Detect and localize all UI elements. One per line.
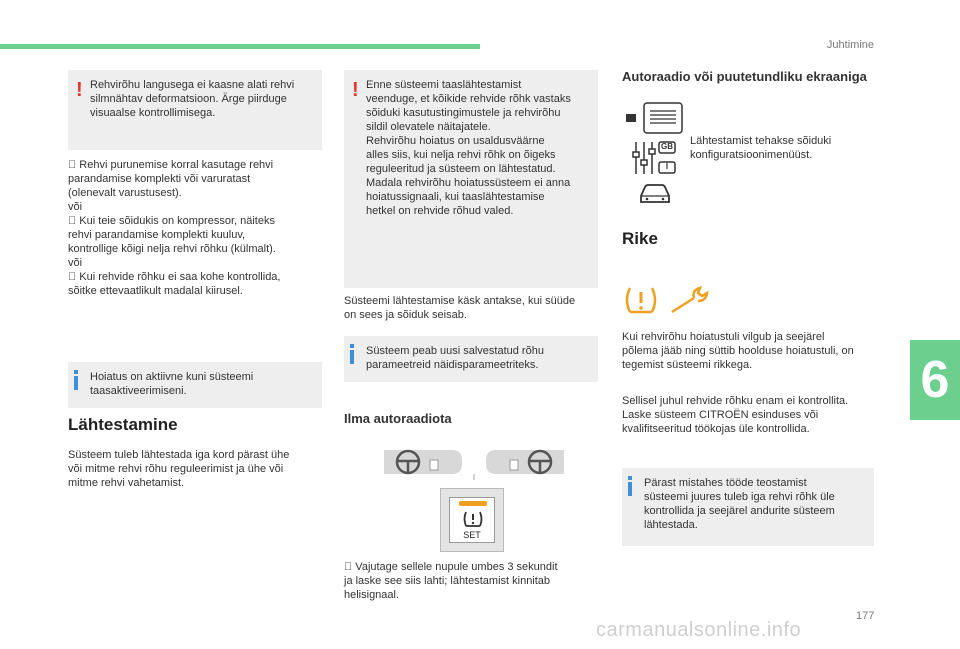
info-icon [350, 344, 354, 364]
warning-text-2: Enne süsteemi taaslähtestamist veenduge, et kõikide rehvide rõhk vastaks sõiduki kasutustingimustele ja rehvirõhu sildil olevatele näitajatele. Rehvirõhu hoiatus on usaldusväärne alles siis, kui nelja rehvi rõhk on õigeks reguleeritud ja süsteem on lähtestatud. Madala rehvirõhu hoiatussüsteem ei anna hoiatussignaali, kui taaslähtestamise hetkel on rehvide rõhud valed. [366, 79, 571, 217]
warning-text-1: Rehvirõhu langusega ei kaasne alati rehvi silmnähtav deformatsioon. Ärge piirduge visuaalse kontrollimisega. [90, 79, 295, 119]
set-indicator-light [459, 501, 487, 506]
warning-box-2 [344, 70, 598, 288]
reset-paragraph: Süsteem tuleb lähtestada iga kord pärast ühe või mitme rehvi rõhu reguleerimist ja ühe või mitme rehvi vahetamist. [68, 449, 290, 489]
chapter-tab [910, 340, 960, 420]
fault-warning-icons [622, 284, 712, 318]
heading-fault: Rike [622, 229, 658, 248]
heading-reset: Lähtestamine [68, 415, 178, 434]
warning-box-1 [68, 70, 322, 150]
header-accent-bar [0, 44, 480, 49]
service-wrench-icon [672, 288, 707, 312]
reset-command-paragraph: Süsteemi lähtestamise käsk antakse, kui süüde on sees ja sõiduk seisab. [344, 295, 576, 321]
lhd-dashboard-shape [384, 450, 462, 474]
set-button-panel [440, 488, 504, 552]
steering-wheel-illustration [382, 446, 566, 480]
touchscreen-icon [624, 102, 684, 134]
warning-icon: ! [76, 79, 83, 101]
tpms-icon [462, 510, 484, 528]
tire-puncture-instructions: Rehvi purunemise korral kasutage rehvi parandamise komplekti või varuratast (olenevalt varustusest). või Kui teie sõidukis on kompressor, näiteks rehvi parandamise komplekti kuuluv, kontrollige kõigi nelja rehvi rõhku (külmalt). või Kui rehvide rõhku ei saa kohe kontrollida, sõitke ettevaatlikult madalal kiirusel. [68, 159, 276, 297]
info-box-3 [622, 468, 874, 546]
info-box-1 [68, 362, 322, 408]
watermark: carmanualsonline.info [596, 619, 802, 641]
page-number: 177 [856, 610, 875, 622]
warning-icon: ! [352, 79, 359, 101]
info-icon [74, 370, 78, 390]
fault-paragraph-2: Sellisel juhul rehvide rõhku enam ei kontrollita. Laske süsteem CITROËN esinduses või kvalifitseeritud töökojas üle kontrollida. [622, 395, 849, 435]
info-icon [628, 476, 632, 496]
info-box-2 [344, 336, 598, 382]
fault-paragraph-1: Kui rehvirõhu hoiatustuli vilgub ja seejärel põlema jääb ning süttib hoolduse hoiatustuli, on tegemist süsteemi rikkega. [622, 331, 854, 371]
info-text-2: Süsteem peab uusi salvestatud rõhu parameetreid näidisparameetriteks. [366, 345, 544, 371]
heading-without-radio: Ilma autoraadiota [344, 411, 452, 426]
section-title: Juhtimine [826, 39, 874, 51]
rhd-dashboard-shape [486, 450, 564, 474]
i-label: I [665, 162, 669, 171]
set-button-instruction: Vajutage sellele nupule umbes 3 sekundit ja laske see siis lahti; lähtestamist kinnitab helisignaal. [344, 561, 551, 601]
info-text-3: Pärast mistahes tööde teostamist süsteemi juures tuleb iga rehvi rõhk üle kontrollida ja seejärel andurite süsteem lähtestada. [644, 477, 835, 531]
set-button[interactable] [449, 497, 495, 543]
chapter-number: 6 [920, 351, 950, 409]
set-label: SET [463, 530, 481, 540]
gb-label: GB [661, 142, 673, 151]
heading-with-radio: Autoraadio või puutetundliku ekraaniga [622, 69, 867, 84]
screen-reset-text: Lähtestamist tehakse sõiduki konfiguratsioonimenüüst. [690, 135, 832, 161]
car-icon [638, 182, 672, 206]
info-text-1: Hoiatus on aktiivne kuni süsteemi taasaktiveerimiseni. [90, 371, 254, 397]
